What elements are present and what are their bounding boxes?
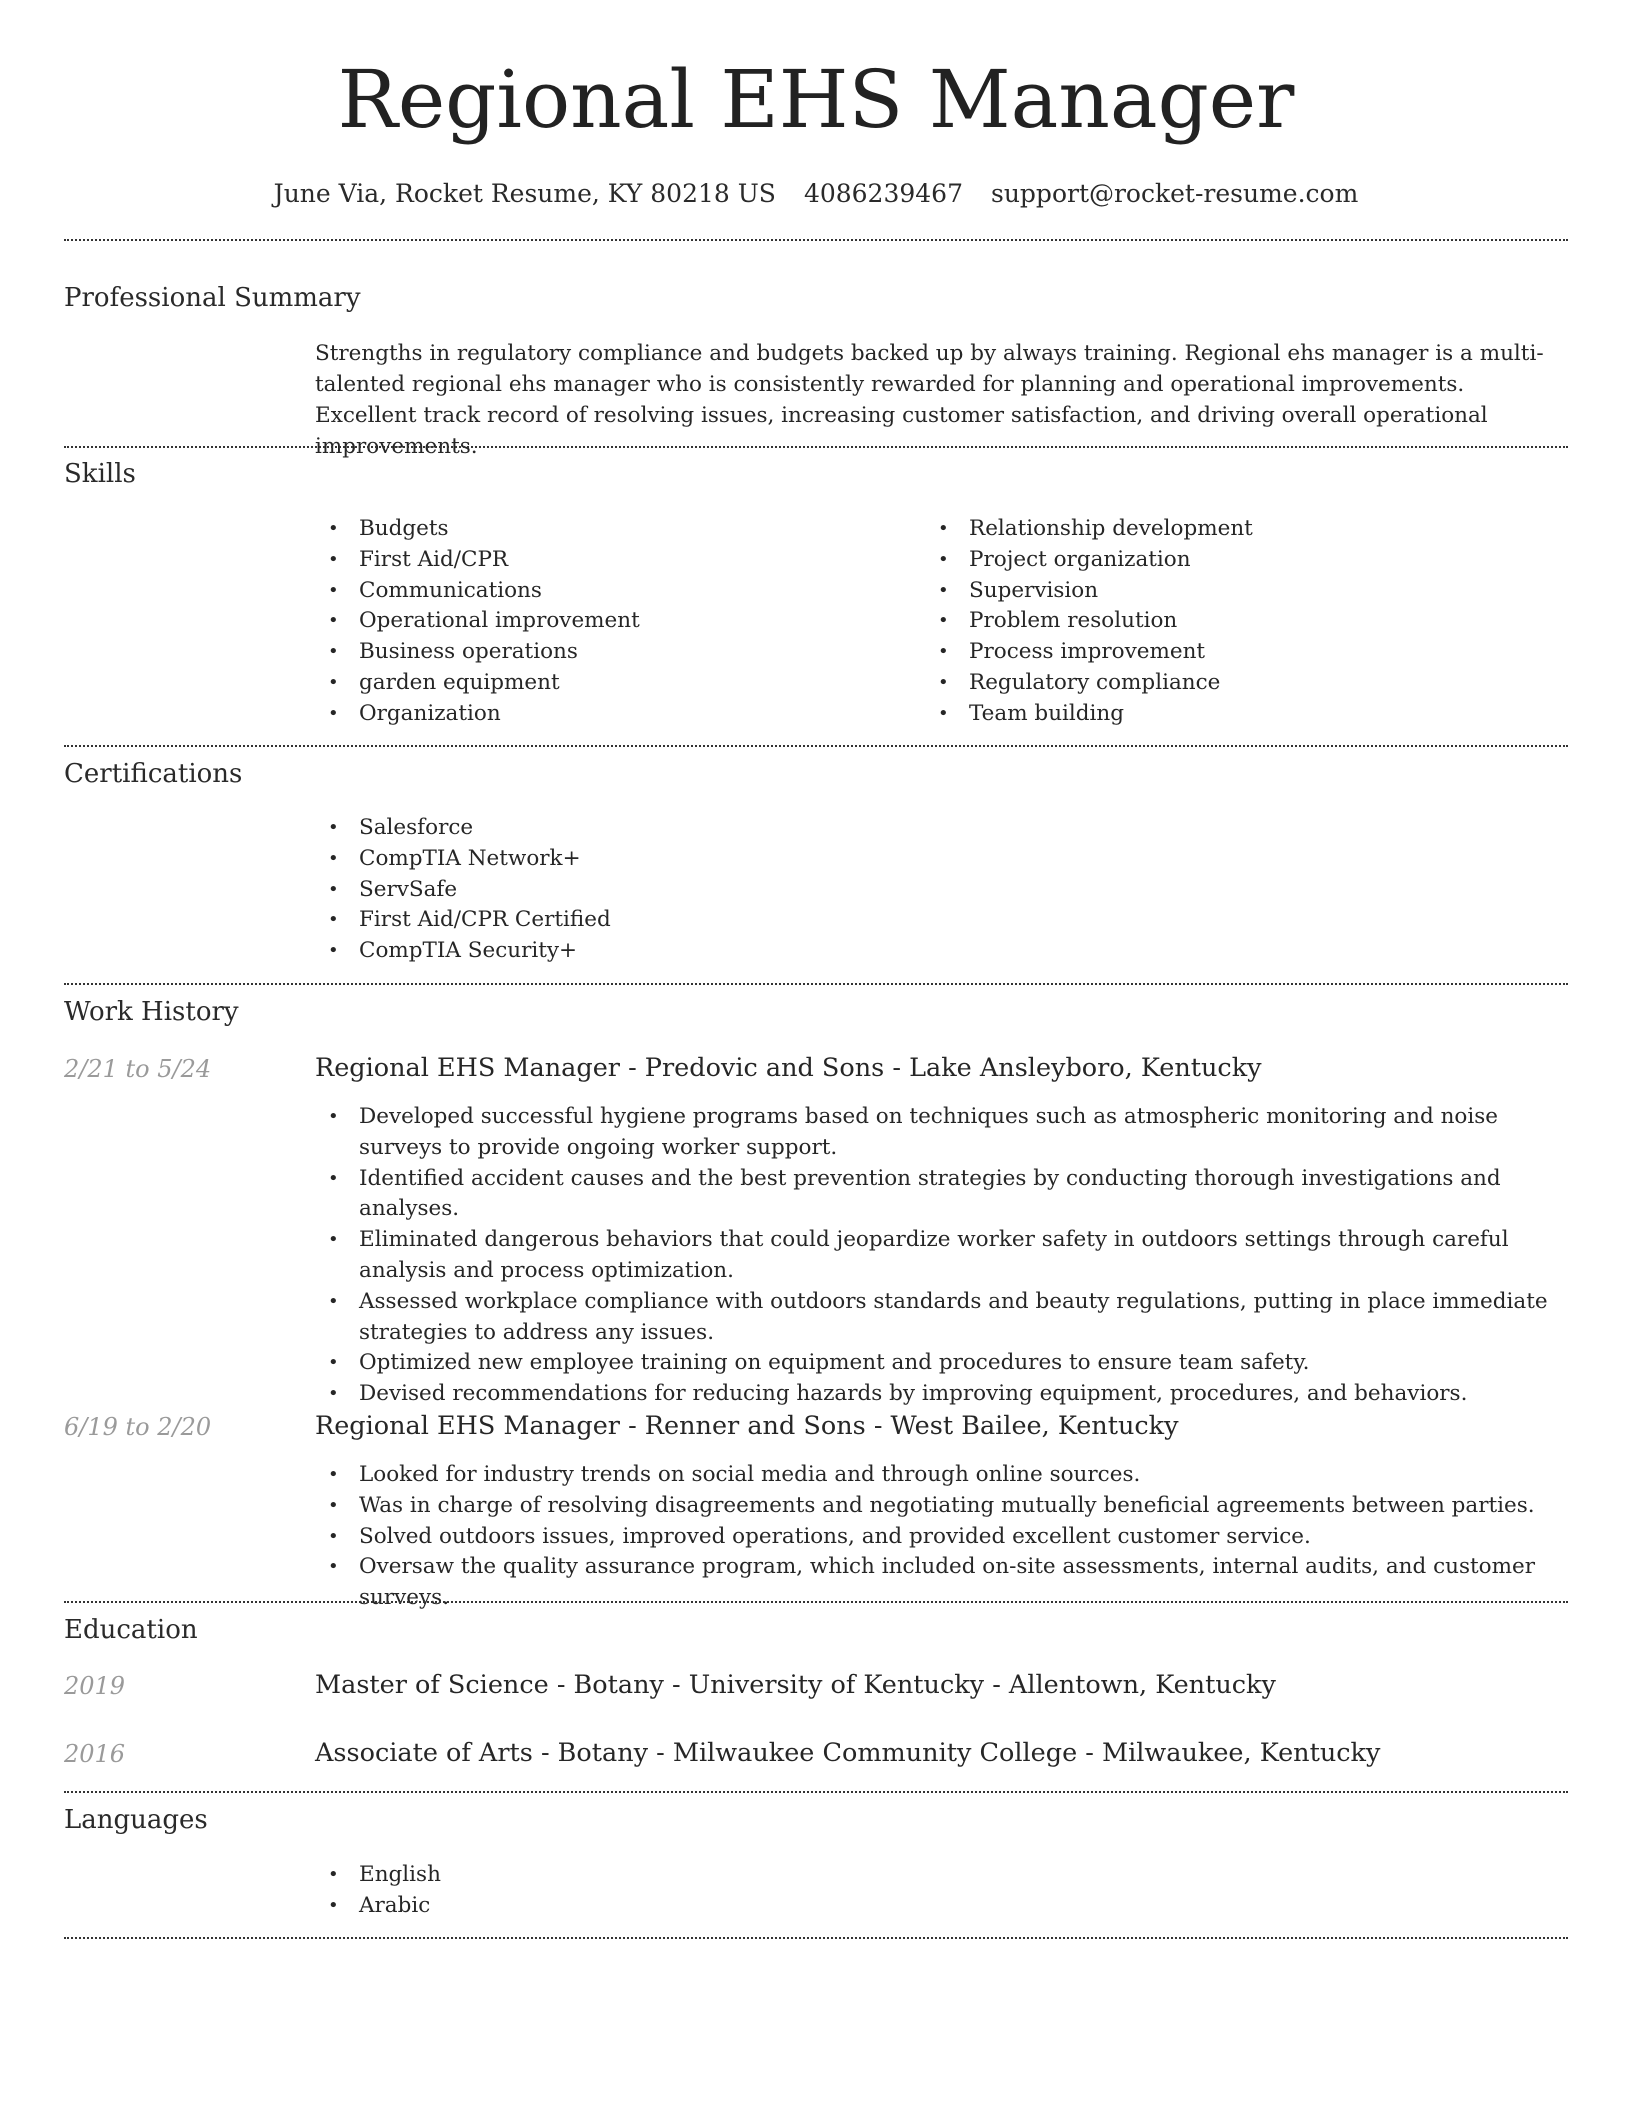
certification-item: • CompTIA Security+ xyxy=(315,936,1115,967)
skill-item: • Process improvement xyxy=(925,637,1545,668)
skill-item: • Organization xyxy=(315,699,915,730)
job-dates: 6/19 to 2/20 xyxy=(64,1413,212,1441)
contact-email: support@rocket-resume.com xyxy=(991,179,1359,208)
job-bullet: • Was in charge of resolving disagreements and negotiating mutually beneficial agreements between parties. xyxy=(315,1491,1575,1522)
job-bullet: • Oversaw the quality assurance program, which included on-site assessments, internal audits, and customer surveys. xyxy=(315,1552,1575,1614)
education-year: 2019 xyxy=(64,1672,126,1700)
job-dates: 2/21 to 5/24 xyxy=(64,1055,212,1083)
skill-item: • garden equipment xyxy=(315,668,915,699)
skill-item: • Relationship development xyxy=(925,514,1545,545)
section-divider xyxy=(64,1791,1568,1793)
job-bullets xyxy=(315,1102,1575,1410)
skill-item: • First Aid/CPR xyxy=(315,545,915,576)
section-title-certifications: Certifications xyxy=(64,759,243,789)
section-divider xyxy=(64,239,1568,241)
section-title-skills: Skills xyxy=(64,459,136,489)
job-heading: Regional EHS Manager - Predovic and Sons - Lake Ansleyboro, Kentucky xyxy=(315,1053,1262,1083)
section-divider xyxy=(64,1937,1568,1939)
summary-text: Strengths in regulatory compliance and budgets backed up by always training. Regional ehs manager is a multi-talented regional ehs manager who is consistently rewarded for planning and operational improvements. Excellent track record of resolving issues, increasing customer satisfaction, and driving overall operational improvements. xyxy=(315,341,1544,459)
skill-item: • Operational improvement xyxy=(315,606,915,637)
language-item: • Arabic xyxy=(315,1891,915,1922)
section-title-languages: Languages xyxy=(64,1805,208,1835)
skill-item: • Business operations xyxy=(315,637,915,668)
resume-name: Regional EHS Manager xyxy=(337,53,1295,146)
education-degree: Master of Science - Botany - University of Kentucky - Allentown, Kentucky xyxy=(315,1670,1276,1700)
skill-item: • Budgets xyxy=(315,514,915,545)
skill-item: • Problem resolution xyxy=(925,606,1545,637)
certification-item: • First Aid/CPR Certified xyxy=(315,905,1115,936)
contact-phone: 4086239467 xyxy=(803,179,963,208)
section-divider xyxy=(64,1601,1568,1603)
languages-list xyxy=(315,1860,915,1922)
job-heading: Regional EHS Manager - Renner and Sons - West Bailee, Kentucky xyxy=(315,1411,1179,1441)
section-divider xyxy=(64,745,1568,747)
certification-item: • ServSafe xyxy=(315,875,1115,906)
section-title-work-history: Work History xyxy=(64,997,239,1027)
certifications-list xyxy=(315,813,1115,967)
language-item: • English xyxy=(315,1860,915,1891)
job-bullet: • Eliminated dangerous behaviors that could jeopardize worker safety in outdoors settings through careful analysis and process optimization. xyxy=(315,1225,1575,1287)
education-year: 2016 xyxy=(64,1740,126,1768)
job-bullets xyxy=(315,1460,1575,1614)
job-bullet: • Optimized new employee training on equipment and procedures to ensure team safety. xyxy=(315,1348,1575,1379)
job-bullet: • Identified accident causes and the best prevention strategies by conducting thorough investigations and analyses. xyxy=(315,1164,1575,1226)
skill-item: • Project organization xyxy=(925,545,1545,576)
section-title-summary: Professional Summary xyxy=(64,283,361,313)
contact-address: June Via, Rocket Resume, KY 80218 US xyxy=(273,179,776,208)
job-bullet: • Developed successful hygiene programs based on techniques such as atmospheric monitoring and noise surveys to provide ongoing worker support. xyxy=(315,1102,1575,1164)
resume-header xyxy=(0,0,1632,210)
education-degree: Associate of Arts - Botany - Milwaukee Community College - Milwaukee, Kentucky xyxy=(315,1738,1381,1768)
section-divider xyxy=(64,983,1568,985)
section-title-education: Education xyxy=(64,1615,198,1645)
skills-list-right xyxy=(925,514,1545,730)
section-divider xyxy=(64,446,1568,448)
job-bullet: • Looked for industry trends on social media and through online sources. xyxy=(315,1460,1575,1491)
job-bullet: • Assessed workplace compliance with outdoors standards and beauty regulations, putting in place immediate strategies to address any issues. xyxy=(315,1287,1575,1349)
skill-item: • Communications xyxy=(315,576,915,607)
certification-item: • Salesforce xyxy=(315,813,1115,844)
skill-item: • Team building xyxy=(925,699,1545,730)
job-bullet: • Solved outdoors issues, improved operations, and provided excellent customer service. xyxy=(315,1522,1575,1553)
skill-item: • Supervision xyxy=(925,576,1545,607)
skill-item: • Regulatory compliance xyxy=(925,668,1545,699)
job-bullet: • Devised recommendations for reducing hazards by improving equipment, procedures, and behaviors. xyxy=(315,1379,1575,1410)
certification-item: • CompTIA Network+ xyxy=(315,844,1115,875)
contact-line xyxy=(0,178,1632,210)
skills-list-left xyxy=(315,514,915,730)
